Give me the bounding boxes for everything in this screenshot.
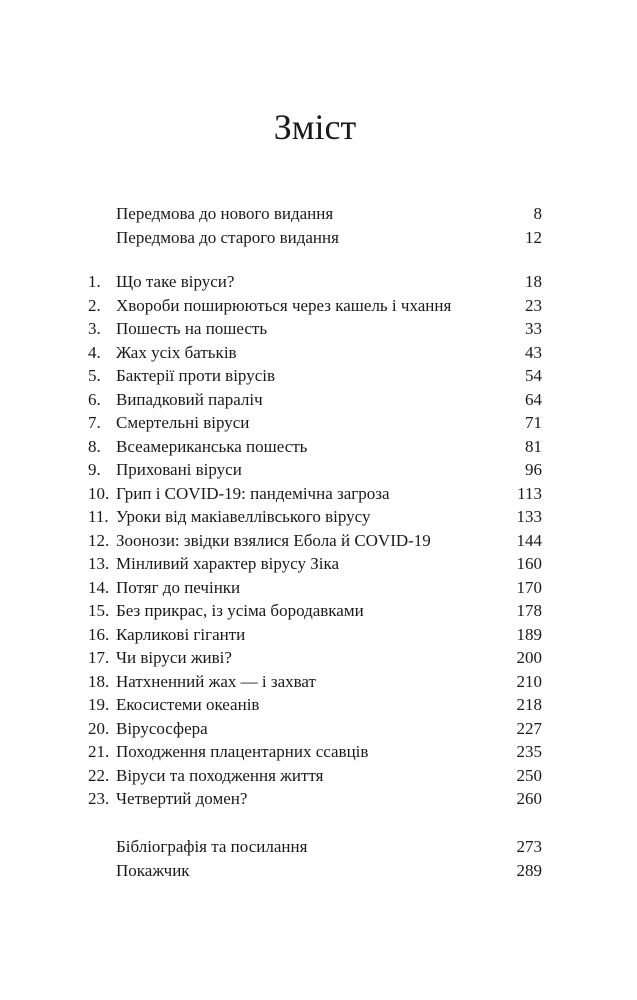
toc-chapter-entry [88, 270, 542, 294]
chapter-page: 18 [525, 272, 542, 291]
toc-chapter-entry [88, 576, 542, 600]
back-matter-list [88, 835, 542, 882]
chapter-page: 144 [516, 530, 542, 550]
chapter-number: 23. [88, 789, 110, 808]
chapter-number: 12. [88, 530, 110, 550]
page-title: Зміст [273, 107, 357, 147]
toc-chapter-entry [88, 670, 542, 694]
chapter-page: 33 [525, 319, 542, 338]
chapter-title: Зоонози: звідки взялися Ебола й COVID-19 [116, 530, 431, 550]
chapter-title: Всеамериканська пошесть [116, 436, 308, 456]
toc-chapter-entry [88, 599, 542, 623]
chapter-number: 13. [88, 554, 110, 573]
chapter-page: 227 [516, 718, 542, 738]
chapter-title: Смертельні віруси [116, 413, 250, 432]
chapter-title: Четвертий домен? [116, 789, 248, 808]
toc-chapter-entry [88, 740, 542, 764]
chapter-title: Жах усіх батьків [116, 342, 237, 362]
chapter-number: 9. [88, 460, 101, 479]
chapter-number: 1. [88, 272, 101, 291]
toc-entry [88, 859, 542, 883]
chapter-list [88, 270, 542, 811]
chapter-title: Чи віруси живі? [116, 648, 232, 667]
chapter-page: 170 [516, 577, 542, 597]
chapter-page: 200 [516, 648, 542, 667]
toc-entry-title: Покажчик [116, 860, 190, 880]
chapter-page: 218 [516, 695, 542, 714]
toc-chapter-entry [88, 552, 542, 576]
toc-chapter-entry [88, 623, 542, 647]
chapter-page: 64 [525, 389, 542, 409]
toc-entry [88, 835, 542, 859]
chapter-number: 2. [88, 295, 101, 315]
chapter-number: 14. [88, 577, 110, 597]
chapter-number: 19. [88, 695, 110, 714]
toc-chapter-entry [88, 693, 542, 717]
chapter-number: 22. [88, 765, 110, 785]
toc-entry-title: Передмова до нового видання [116, 204, 334, 223]
chapter-title: Натхненний жах — і захват [116, 671, 316, 691]
chapter-title: Вірусосфера [116, 718, 208, 738]
toc-entry-page: 12 [525, 227, 542, 247]
toc-entry [88, 226, 542, 250]
chapter-number: 16. [88, 624, 110, 644]
toc-chapter-entry [88, 294, 542, 318]
toc-chapter-entry [88, 411, 542, 435]
toc-chapter-entry [88, 388, 542, 412]
toc-chapter-entry [88, 505, 542, 529]
chapter-page: 260 [516, 789, 542, 808]
chapter-page: 160 [516, 554, 542, 573]
chapter-page: 96 [525, 460, 542, 479]
chapter-number: 5. [88, 366, 101, 385]
chapter-number: 21. [88, 742, 110, 761]
chapter-page: 81 [525, 436, 542, 456]
chapter-number: 7. [88, 413, 101, 432]
toc-chapter-entry [88, 717, 542, 741]
toc-chapter-entry [88, 646, 542, 670]
chapter-number: 18. [88, 671, 110, 691]
chapter-number: 3. [88, 319, 101, 338]
front-matter-list [88, 202, 542, 249]
chapter-title: Потяг до печінки [116, 577, 241, 597]
toc-entry-title: Бібліографія та посилання [116, 837, 308, 856]
chapter-number: 15. [88, 601, 110, 620]
chapter-number: 20. [88, 718, 110, 738]
toc-chapter-entry [88, 529, 542, 553]
chapter-number: 6. [88, 389, 101, 409]
chapter-number: 10. [88, 483, 110, 503]
toc-chapter-entry [88, 364, 542, 388]
toc-chapter-entry [88, 341, 542, 365]
chapter-page: 71 [525, 413, 542, 432]
toc-chapter-entry [88, 458, 542, 482]
toc-entry-title: Передмова до старого видання [116, 227, 339, 247]
chapter-title: Без прикрас, із усіма бородавками [116, 601, 364, 620]
chapter-title: Карликові гіганти [116, 624, 246, 644]
chapter-number: 11. [88, 507, 109, 526]
chapter-number: 17. [88, 648, 110, 667]
toc-chapter-entry [88, 764, 542, 788]
chapter-page: 43 [525, 342, 542, 362]
chapter-title: Грип і COVID-19: пандемічна загроза [116, 483, 390, 503]
chapter-title: Екосистеми океанів [116, 695, 260, 714]
chapter-page: 23 [525, 295, 542, 315]
chapter-page: 133 [516, 507, 542, 526]
chapter-page: 189 [516, 624, 542, 644]
chapter-page: 178 [516, 601, 542, 620]
chapter-page: 235 [516, 742, 542, 761]
chapter-page: 113 [517, 483, 542, 503]
chapter-number: 4. [88, 342, 101, 362]
chapter-title: Мінливий характер вірусу Зіка [116, 554, 340, 573]
chapter-title: Бактерії проти вірусів [116, 366, 275, 385]
chapter-title: Віруси та походження життя [116, 765, 324, 785]
chapter-title: Походження плацентарних ссавців [116, 742, 369, 761]
chapter-title: Що таке віруси? [116, 272, 235, 291]
toc-chapter-entry [88, 787, 542, 811]
toc-entry [88, 202, 542, 226]
chapter-title: Хвороби поширюються через кашель і чхання [116, 295, 452, 315]
chapter-number: 8. [88, 436, 101, 456]
chapter-title: Приховані віруси [116, 460, 242, 479]
chapter-title: Випадковий параліч [116, 389, 263, 409]
toc-entry-page: 289 [516, 860, 542, 880]
chapter-title: Уроки від макіавеллівського вірусу [116, 507, 371, 526]
toc-entry-page: 8 [533, 204, 542, 223]
chapter-page: 54 [525, 366, 542, 385]
chapter-page: 250 [516, 765, 542, 785]
toc-entry-page: 273 [516, 837, 542, 856]
chapter-page: 210 [516, 671, 542, 691]
chapter-title: Пошесть на пошесть [116, 319, 268, 338]
toc-chapter-entry [88, 435, 542, 459]
toc-chapter-entry [88, 317, 542, 341]
toc-chapter-entry [88, 482, 542, 506]
